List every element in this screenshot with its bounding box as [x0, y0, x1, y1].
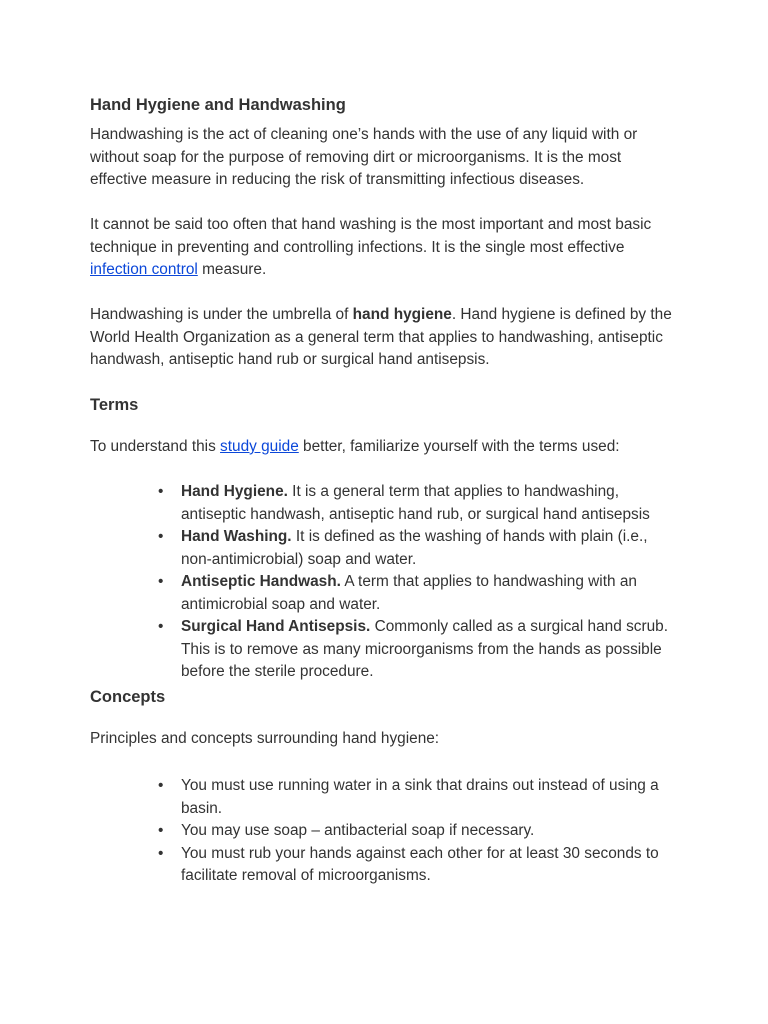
document-page — [90, 94, 682, 888]
list-item — [158, 526, 682, 571]
paragraph-importance-text-end: measure. — [197, 261, 267, 278]
paragraph-hand-hygiene-text: Handwashing is under the umbrella of — [90, 306, 353, 323]
concepts-list — [90, 775, 682, 888]
terms-heading: Terms — [90, 396, 139, 414]
bullet-icon: • — [158, 777, 164, 794]
study-guide-link[interactable]: study guide — [220, 438, 299, 455]
list-item — [158, 820, 682, 843]
infection-control-link[interactable]: infection control — [90, 261, 198, 278]
paragraph-handwashing-definition: Handwashing is the act of cleaning one’s hands with the use of any liquid with or without soap for the purpose of removing dirt or microorganisms. It is the most effective measure in reducing the risk of transmitting infectious diseases. — [90, 126, 638, 188]
concept-text: You must rub your hands against each other for at least 30 seconds to facilitate removal of microorganisms. — [181, 844, 659, 884]
paragraph-importance — [90, 214, 682, 282]
hand-hygiene-bold-term: hand hygiene — [352, 306, 452, 323]
bullet-icon: • — [158, 528, 164, 545]
term-name: Hand Hygiene. — [181, 483, 288, 500]
terms-intro-text: To understand this — [90, 438, 221, 455]
list-item — [158, 616, 682, 684]
concept-text: You must use running water in a sink that drains out instead of using a basin. — [181, 777, 659, 817]
list-item — [158, 843, 682, 888]
paragraph-hand-hygiene-text-end: . Hand hygiene is defined by the World Health Organization as a general term that applies to handwashing, antiseptic handwash, antiseptic hand rub or surgical hand antisepsis. — [90, 306, 672, 368]
bullet-icon: • — [158, 483, 164, 500]
list-item — [158, 571, 682, 616]
terms-list — [90, 481, 682, 684]
list-item — [158, 481, 682, 526]
list-item — [158, 775, 682, 820]
terms-intro — [90, 436, 682, 459]
term-definition: It is a general term that applies to handwashing, antiseptic handwash, antiseptic hand rub, or surgical hand antisepsis — [181, 483, 650, 523]
terms-intro-text-end: better, familiarize yourself with the terms used: — [298, 438, 620, 455]
bullet-icon: • — [158, 822, 164, 839]
term-definition: It is defined as the washing of hands with plain (i.e., non-antimicrobial) soap and water. — [181, 528, 648, 568]
bullet-icon: • — [158, 618, 164, 635]
term-name: Hand Washing. — [181, 528, 292, 545]
term-definition: Commonly called as a surgical hand scrub. This is to remove as many microorganisms from the hands as possible before the sterile procedure. — [181, 618, 668, 680]
concepts-intro: Principles and concepts surrounding hand hygiene: — [90, 729, 440, 747]
concept-text: You may use soap – antibacterial soap if necessary. — [181, 822, 535, 839]
term-name: Surgical Hand Antisepsis. — [181, 618, 371, 635]
paragraph-hand-hygiene — [90, 304, 682, 372]
bullet-icon: • — [158, 844, 164, 862]
page-title: Hand Hygiene and Handwashing — [90, 96, 346, 114]
concepts-heading: Concepts — [90, 687, 166, 706]
bullet-icon: • — [158, 573, 164, 590]
paragraph-importance-text: It cannot be said too often that hand washing is the most important and most basic technique in preventing and controlling infections. It is the single most effective — [90, 216, 652, 256]
term-definition: A term that applies to handwashing with an antimicrobial soap and water. — [181, 573, 637, 613]
term-name: Antiseptic Handwash. — [181, 573, 341, 590]
